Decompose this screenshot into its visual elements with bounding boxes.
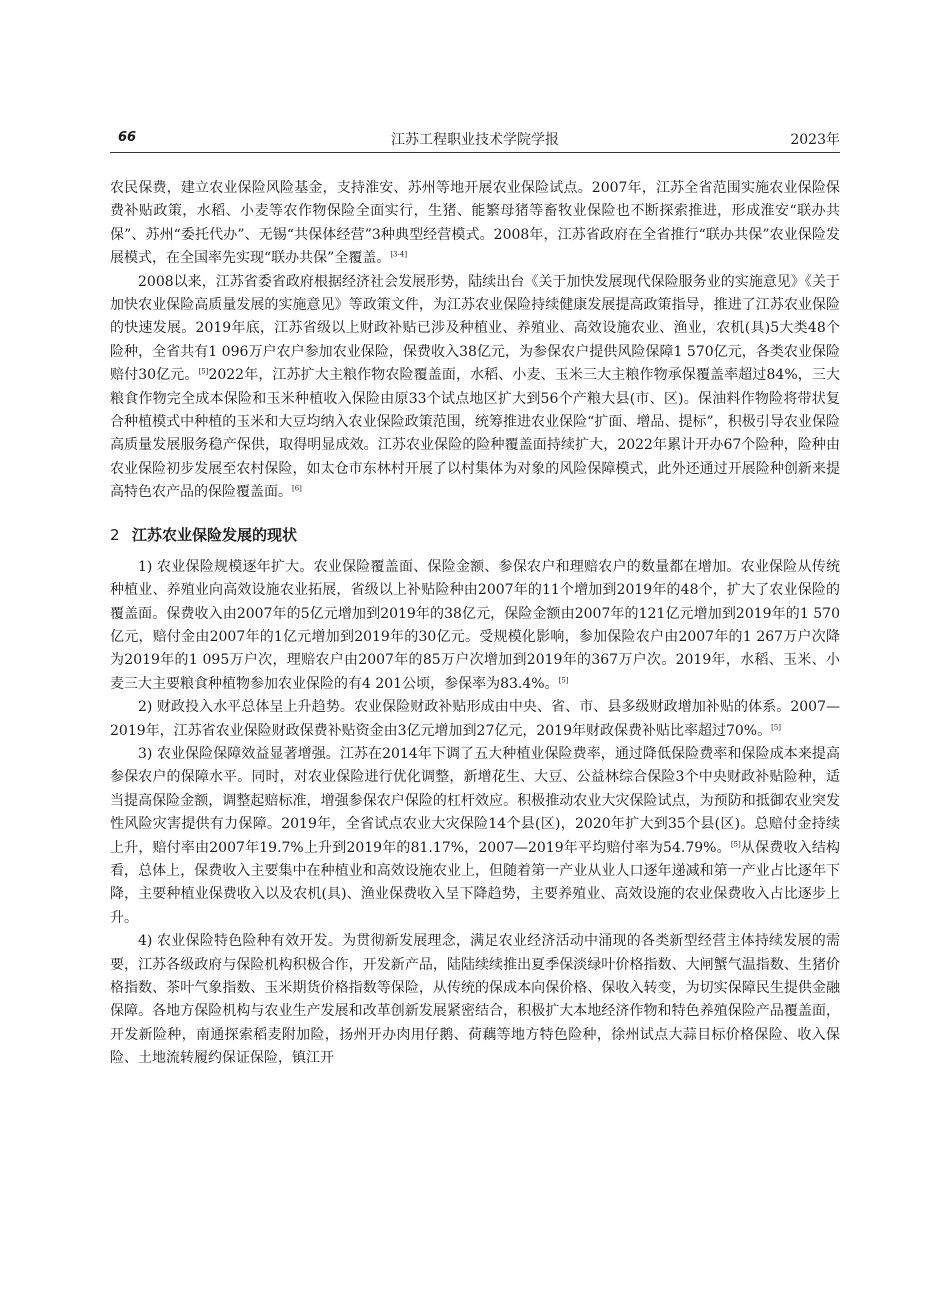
paragraph-text: 从保费收入结构看，总体上，保费收入主要集中在种植业和高效设施农业上，但随着第一产业从业人口逐年递减和第一产业占比逐年下降，主要种植业保费收入以及农机(具)、渔业保费收入呈下降趋势，主要养殖业、高效设施的农业保费收入占比逐步上升。 [110,839,840,926]
citation: [5] [730,839,741,848]
section-number: 2 [110,525,120,544]
paragraph-text: 农民保费，建立农业保险风险基金，支持淮安、苏州等地开展农业保险试点。2007年，江苏全省范围实施农业保险保费补贴政策，水稻、小麦等农作物保险全面实行，生猪、能繁母猪等畜牧业保险也不断探索推进，形成淮安“联办共保”、苏州“委托代办”、无锡“共保体经营”3种典型经营模式。2008年，江苏省政府在全省推行“联办共保”农业保险发展模式，在全国率先实现“联办共保”全覆盖。 [110,180,840,267]
citation: [5] [558,676,569,685]
citation: [5] [198,367,209,376]
paragraph-item-4 [110,930,840,1070]
paragraph-text: 3) 农业保险保障效益显著增强。江苏在2014年下调了五大种植业保险费率，通过降低保险费率和保险成本来提高参保农户的保障水平。同时，对农业保险进行优化调整，新增花生、大豆、公益林综合保险3个中央财政补贴险种，适当提高保险金额，调整起赔标准，增强参保农户保险的杠杆效应。积极推动农业大灾保险试点，为预防和抵御农业突发性风险灾害提供有力保障。2019年，全省试点农业大灾保险14个县(区)，2020年扩大到35个县(区)。总赔付金持续上升，赔付率由2007年19.7%上升到2019年的81.17%，2007—2019年平均赔付率为54.79%。 [110,745,840,856]
page-number: 66 [118,130,137,145]
paragraph-text: 2008以来，江苏省委省政府根据经济社会发展形势，陆续出台《关于加快发展现代保险服务业的实施意见》《关于加快农业保险高质量发展的实施意见》等政策文件，为江苏农业保险持续健康发展提高政策指导，推进了江苏农业保险的快速发展。2019年底，江苏省级以上财政补贴已涉及种植业、养殖业、高效设施农业、渔业，农机(具)5大类48个险种，全省共有1 096万户农户参加农业保险，保费收入38亿元，为参保农户提供风险保障1 570亿元，各类农业保险赔付30亿元。 [110,273,840,384]
paper-page [110,126,840,1071]
paragraph-continuation [110,177,840,271]
paragraph-item-2 [110,696,840,743]
paragraph-policy-history [110,271,840,505]
citation: [6] [292,484,302,493]
citation: [5] [771,722,782,731]
journal-year: 2023年 [790,132,840,148]
paragraph-text: 4) 农业保险特色险种有效开发。为贯彻新发展理念，满足农业经济活动中涌现的各类新型经营主体持续发展的需要，江苏各级政府与保险机构积极合作，开发新产品，陆陆续续推出夏季保淡绿叶价格指数、大闸蟹气温指数、生猪价格指数、茶叶气象指数、玉米期货价格指数等保险，从传统的保成本向保价格、保收入转变，为切实保障民生提供金融保障。各地方保险机构与农业生产发展和改革创新发展紧密结合，积极扩大本地经济作物和特色养殖保险产品覆盖面，开发新险种，南通探索稻麦附加险，扬州开办肉用仔鹅、荷藕等地方特色险种，徐州试点大蒜目标价格保险、收入保险、土地流转履约保证保险，镇江开 [110,933,840,1067]
article-body [110,177,840,1071]
paragraph-text: 1) 农业保险规模逐年扩大。农业保险覆盖面、保险金额、参保农户和理赔农户的数量都在增加。农业保险从传统种植业、养殖业向高效设施农业拓展，省级以上补贴险种由2007年的11个增加到2019年的48个，扩大了农业保险的覆盖面。保费收入由2007年的5亿元增加到2019年的38亿元，保险金额由2007年的121亿元增加到2019年的1 570亿元，赔付金由2007年的1亿元增加到2019年的30亿元。受规模化影响，参加保险农户由2007年的1 267万户次降为2019年的1 095万户次，理赔农户由2007年的85万户次增加到2019年的367万户次。2019年，水稻、玉米、小麦三大主要粮食种植物参加农业保险的有4 201公顷，参保率为83.4%。 [110,558,840,692]
citation: [3-4] [390,250,408,259]
section-heading [110,524,840,546]
paragraph-item-1 [110,556,840,696]
paragraph-item-3 [110,743,840,930]
paragraph-text: 2) 财政投入水平总体呈上升趋势。农业保险财政补贴形成由中央、省、市、县多级财政增加补贴的体系。2007—2019年，江苏省农业保险财政保费补贴资金由3亿元增加到27亿元，2019年财政保费补贴比率超过70%。 [110,699,840,739]
journal-title: 江苏工程职业技术学院学报 [391,132,559,148]
section-title: 江苏农业保险发展的现状 [132,525,298,544]
paragraph-text: 2022年，江苏扩大主粮作物农险覆盖面，水稻、小麦、玉米三大主粮作物承保覆盖率超过84%，三大粮食作物完全成本保险和玉米种植收入保险由原33个试点地区扩大到56个产粮大县(市、区)。保油料作物险将带状复合种植模式中种植的玉米和大豆均纳入农业保险政策范围，统筹推进农业保险“扩面、增品、提标”，积极引导农业保险高质量发展服务稳产保供，取得明显成效。江苏农业保险的险种覆盖面持续扩大，2022年累计开办67个险种，险种由农业保险初步发展至农村保险，如太仓市东林村开展了以村集体为对象的风险保障模式，此外还通过开展险种创新来提高特色农产品的保险覆盖面。 [110,367,840,501]
running-header [110,126,840,153]
